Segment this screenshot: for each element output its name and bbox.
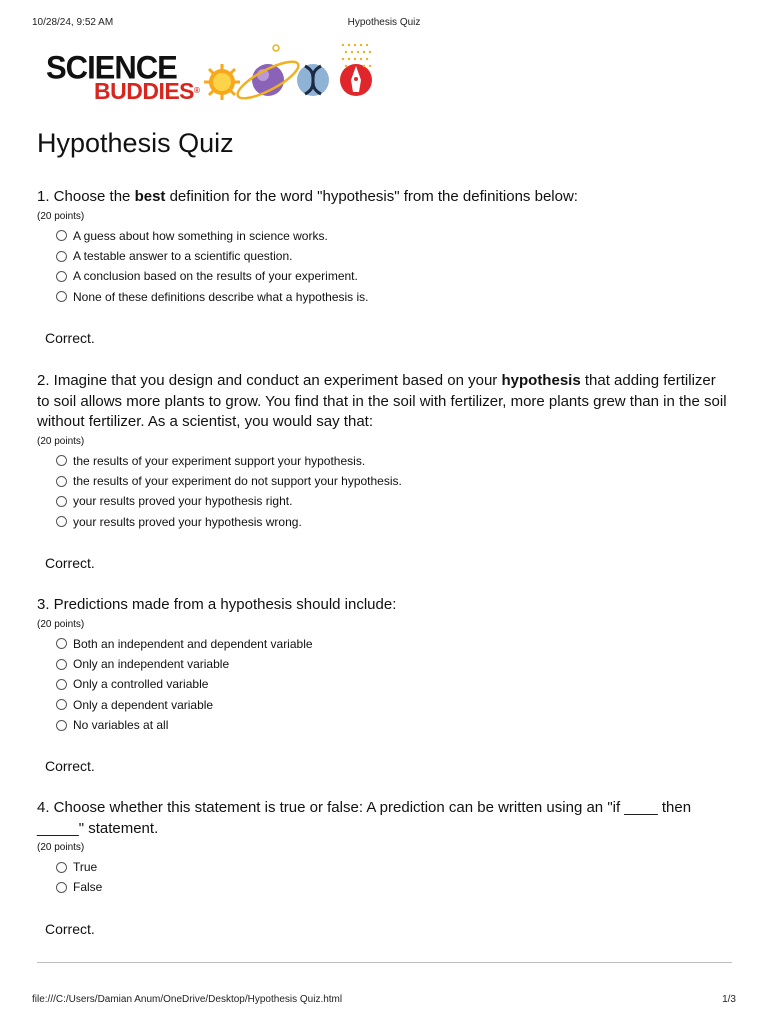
answer-option-label: Only an independent variable [73, 656, 230, 671]
question-text [37, 187, 727, 208]
answer-options [37, 226, 727, 308]
radio-button[interactable] [56, 251, 67, 262]
question-3 [37, 595, 727, 775]
question-text [37, 371, 727, 433]
radio-button[interactable] [56, 679, 67, 690]
logo-buddies-word: BUDDIES [94, 78, 195, 104]
answer-option-label: A conclusion based on the results of your experiment. [73, 269, 358, 284]
answer-option-label: False [73, 880, 103, 895]
print-footer [32, 994, 736, 1008]
question-text-suffix: that adding fertilizer to soil allows more plants to grow. You find that in the soil with fertilizer, more plants grew than in the soil without fertilizer. As a scientist, you would say that: [37, 372, 727, 430]
answer-option-label: No variables at all [73, 718, 169, 733]
question-4 [37, 798, 727, 938]
answer-option[interactable] [56, 857, 727, 877]
question-2 [37, 371, 727, 572]
radio-button[interactable] [56, 496, 67, 507]
radio-button[interactable] [56, 516, 67, 527]
answer-option[interactable] [56, 695, 727, 715]
radio-button[interactable] [56, 230, 67, 241]
answer-option[interactable] [56, 491, 727, 511]
planet-icon [233, 45, 302, 105]
radio-button[interactable] [56, 455, 67, 466]
radio-button[interactable] [56, 271, 67, 282]
logo-science-text: SCIENCE [46, 49, 177, 86]
logo-buddies-text [94, 78, 199, 105]
answer-option-label: Only a dependent variable [73, 697, 214, 712]
answer-option-label: A guess about how something in science works. [73, 228, 328, 243]
question-text-emphasis: best [134, 188, 166, 205]
question-text [37, 798, 727, 839]
answer-options [37, 451, 727, 533]
page-divider [37, 962, 732, 963]
page-title: Hypothesis Quiz [37, 128, 234, 158]
question-text-suffix: definition for the word "hypothesis" from the definitions below: [165, 188, 578, 205]
radio-button[interactable] [56, 476, 67, 487]
answer-options [37, 634, 727, 736]
answer-feedback: Correct. [45, 758, 95, 775]
science-icons-logo-art [196, 40, 376, 112]
answer-option-label: A testable answer to a scientific question. [73, 248, 293, 263]
radio-button[interactable] [56, 659, 67, 670]
question-points: (20 points) [37, 842, 85, 853]
question-text [37, 595, 727, 616]
answer-option-label: the results of your experiment support your hypothesis. [73, 453, 366, 468]
answer-option-label: Both an independent and dependent variable [73, 636, 313, 651]
question-text-prefix: 2. Imagine that you design and conduct an experiment based on your [37, 372, 502, 389]
question-1 [37, 187, 727, 347]
answer-option[interactable] [56, 634, 727, 654]
answer-option[interactable] [56, 246, 727, 266]
print-file-url: file:///C:/Users/Damian Anum/OneDrive/Desktop/Hypothesis Quiz.html [32, 994, 343, 1005]
answer-option[interactable] [56, 451, 727, 471]
question-text-emphasis: hypothesis [501, 372, 581, 389]
answer-option[interactable] [56, 266, 727, 286]
question-points: (20 points) [37, 210, 85, 222]
question-text-prefix: 4. Choose whether this statement is true or false: A prediction can be written using an "if ____ then _____" statement. [37, 799, 692, 837]
answer-option[interactable] [56, 471, 727, 491]
answer-option[interactable] [56, 226, 727, 246]
answer-feedback: Correct. [45, 330, 95, 347]
question-text-prefix: 1. Choose the [37, 188, 135, 205]
radio-button[interactable] [56, 882, 67, 893]
answer-option[interactable] [56, 512, 727, 532]
decorative-dots-icon [342, 44, 371, 67]
print-page-number: 1/3 [722, 994, 736, 1005]
logo-registered-mark: ® [194, 86, 200, 95]
print-datetime: 10/28/24, 9:52 AM [32, 17, 114, 28]
radio-button[interactable] [56, 699, 67, 710]
answer-option-label: True [73, 860, 98, 874]
radio-button[interactable] [56, 291, 67, 302]
print-doc-title: Hypothesis Quiz [347, 17, 421, 28]
answer-option-label: None of these definitions describe what a hypothesis is. [73, 289, 369, 304]
answer-option-label: the results of your experiment do not support your hypothesis. [73, 473, 402, 488]
answer-feedback: Correct. [45, 555, 95, 572]
sun-icon [204, 64, 240, 100]
science-buddies-logo[interactable] [46, 40, 376, 112]
rocket-icon [340, 64, 372, 96]
answer-option-label: your results proved your hypothesis wrong. [73, 514, 302, 529]
radio-button[interactable] [56, 638, 67, 649]
answer-option-label: Only a controlled variable [73, 677, 209, 692]
answer-options [37, 857, 727, 898]
answer-option[interactable] [56, 674, 727, 694]
radio-button[interactable] [56, 862, 67, 873]
answer-option[interactable] [56, 715, 727, 735]
question-points: (20 points) [37, 435, 85, 447]
dna-icon [297, 64, 329, 96]
question-text-prefix: 3. Predictions made from a hypothesis should include: [37, 596, 397, 613]
question-points: (20 points) [37, 618, 85, 630]
answer-option[interactable] [56, 654, 727, 674]
radio-button[interactable] [56, 720, 67, 731]
answer-option[interactable] [56, 877, 727, 897]
answer-feedback: Correct. [45, 920, 95, 937]
answer-option[interactable] [56, 287, 727, 307]
print-header [32, 17, 736, 31]
answer-option-label: your results proved your hypothesis right. [73, 494, 293, 509]
